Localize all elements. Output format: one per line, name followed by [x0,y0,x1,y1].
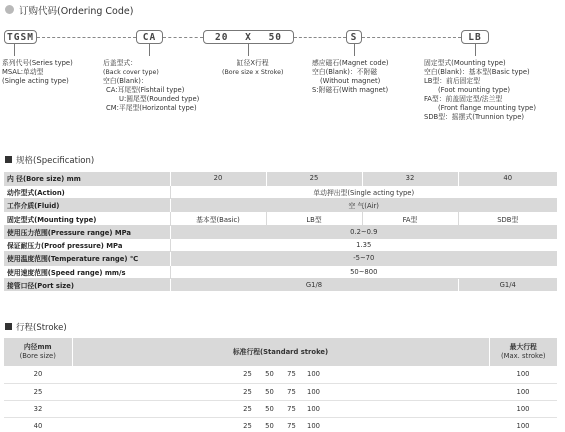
spec-cell: SDB型 [458,212,557,225]
table-row [4,417,557,432]
table-row [4,212,557,225]
leader-line [475,44,476,56]
header-max-stroke: 最大行程 (Max. stroke) [489,338,557,366]
bullet-dot-icon [5,5,14,14]
code-separator [294,37,346,38]
max-stroke-cell: 100 [489,417,557,432]
table-row [4,172,557,185]
leader-line [149,44,150,56]
spec-cell: 基本型(Basic) [170,212,266,225]
code-series: TGSM [4,30,37,44]
table-row [4,225,557,238]
specification-table [4,172,557,292]
spec-cell: 单动押出型(Single acting type) [170,185,557,198]
code-separator [163,37,203,38]
leader-line [354,44,355,56]
spec-label: 保证耐压力(Proof pressure) MPa [4,238,170,251]
spec-label: 使用温度范围(Temperature range) ℃ [4,252,170,265]
leader-line [248,44,249,56]
bore-stroke-description: 缸径X行程 (Bore size x Stroke) [222,59,284,76]
table-row [4,366,557,383]
code-separator [362,37,461,38]
spec-label: 动作型式(Action) [4,185,170,198]
spec-cell: 0.2~0.9 [170,225,557,238]
code-bore-stroke: 20 X 50 [203,30,294,44]
max-stroke-cell: 100 [489,383,557,400]
spec-label: 工作介质(Fluid) [4,199,170,212]
bore-cell: 32 [4,400,72,417]
specification-title: 规格(Specification) [16,156,95,166]
spec-cell: LB型 [266,212,362,225]
code-separator [37,37,136,38]
section-square-icon [5,323,12,330]
spec-cell: 20 [170,172,266,185]
section-square-icon [5,156,12,163]
ordering-code-title: 订购代码(Ordering Code) [19,6,134,17]
mounting-description: 固定型式(Mounting type) 空白(Blank)：基本型(Basic type) LB型：前后固定型 (Foot mounting type) FA型：前盖固定型/法兰型 (Front flange mounting type) SDB型：摇摆式(Trunnion type) [424,59,536,121]
series-description: 系列代号(Series type) MSAL:单动型 (Single acting type) [2,59,73,85]
table-header-row [4,338,557,366]
standard-stroke-cell: 25 50 75 100 [72,366,489,383]
code-magnet: S [346,30,362,44]
table-row [4,238,557,251]
spec-cell: 1.35 [170,238,557,251]
max-stroke-cell: 100 [489,366,557,383]
spec-label: 使用压力范围(Pressure range) MPa [4,225,170,238]
table-row [4,278,557,291]
spec-cell: FA型 [362,212,458,225]
leader-line [14,44,15,56]
table-row [4,400,557,417]
table-row [4,199,557,212]
spec-cell: 50~800 [170,265,557,278]
spec-label: 固定型式(Mounting type) [4,212,170,225]
bore-cell: 40 [4,417,72,432]
max-stroke-cell: 100 [489,400,557,417]
spec-label: 接管口径(Port size) [4,278,170,291]
standard-stroke-cell: 25 50 75 100 [72,400,489,417]
spec-cell: 空 气(Air) [170,199,557,212]
spec-cell: G1/8 [170,278,458,291]
header-standard-stroke: 标准行程(Standard stroke) [72,338,489,366]
bore-cell: 20 [4,366,72,383]
spec-cell: 40 [458,172,557,185]
spec-label: 内 径(Bore size) mm [4,172,170,185]
spec-cell: 25 [266,172,362,185]
standard-stroke-cell: 25 50 75 100 [72,417,489,432]
stroke-title: 行程(Stroke) [16,323,67,333]
code-cover: CA [136,30,163,44]
table-row [4,185,557,198]
spec-cell: 32 [362,172,458,185]
code-mounting: LB [461,30,489,44]
magnet-description: 感应磁石(Magnet code) 空白(Blank)：不附磁 (Without magnet) S:附磁石(With magnet) [312,59,389,94]
cover-description: 后盖型式： (Back cover type) 空白(Blank)： CA:耳尾型(Fishtail type) U:圆尾型(Rounded type) CM:平尾型(Horizontal type) [103,59,200,112]
spec-cell: G1/4 [458,278,557,291]
spec-label: 使用速度范围(Speed range) mm/s [4,265,170,278]
bore-cell: 25 [4,383,72,400]
spec-cell: -5~70 [170,252,557,265]
header-bore: 内径mm (Bore size) [4,338,72,366]
table-row [4,265,557,278]
table-row [4,383,557,400]
standard-stroke-cell: 25 50 75 100 [72,383,489,400]
table-row [4,252,557,265]
stroke-table [4,338,557,432]
